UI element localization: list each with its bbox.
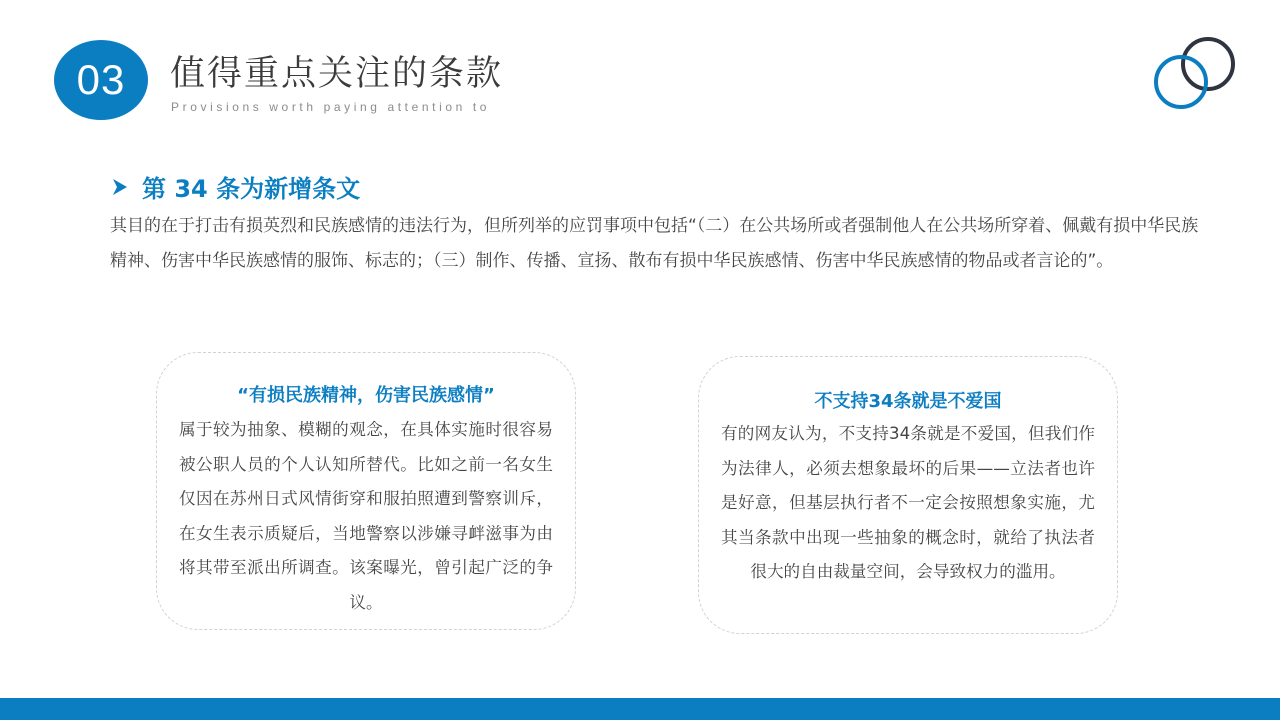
section-number-badge: [54, 40, 148, 120]
intro-paragraph: 其目的在于打击有损英烈和民族感情的违法行为，但所列举的应罚事项中包括“（二）在公共场所或者强制他人在公共场所穿着、佩戴有损中华民族精神、伤害中华民族感情的服饰、标志的；（三）制作、传播、宣扬、散布有损中华民族感情、伤害中华民族感情的物品或者言论的”。: [110, 216, 1199, 271]
arrow-right-icon: [112, 174, 128, 202]
quote-card-national-spirit: [156, 352, 576, 630]
section-heading: [112, 169, 360, 204]
quote-card-not-unpatriotic: [698, 356, 1118, 634]
card-body: 有的网友认为，不支持34条就是不爱国，但我们作为法律人，必须去想象最坏的后果——立法者也许是好意，但基层执行者不一定会按照想象实施，尤其当条款中出现一些抽象的概念时，就给了执法者很大的自由裁量空间，会导致权力的滥用。: [721, 424, 1095, 581]
card-title: 不支持34条就是不爱国: [814, 391, 1002, 412]
page-subtitle: Provisions worth paying attention to: [171, 100, 491, 114]
card-title: “有损民族精神，伤害民族感情”: [237, 385, 495, 406]
interlocked-rings-icon: [1150, 34, 1240, 114]
footer-bar: [0, 698, 1280, 720]
card-body: 属于较为抽象、模糊的观念，在具体实施时很容易被公职人员的个人认知所替代。比如之前一名女生仅因在苏州日式风情街穿和服拍照遭到警察训斥，在女生表示质疑后，当地警察以涉嫌寻衅滋事为由将其带至派出所调查。该案曝光，曾引起广泛的争议。: [179, 420, 553, 612]
section-heading-text: 第 34 条为新增条文: [142, 175, 361, 203]
section-number: 03: [76, 56, 126, 103]
page-title: 值得重点关注的条款: [170, 54, 504, 94]
